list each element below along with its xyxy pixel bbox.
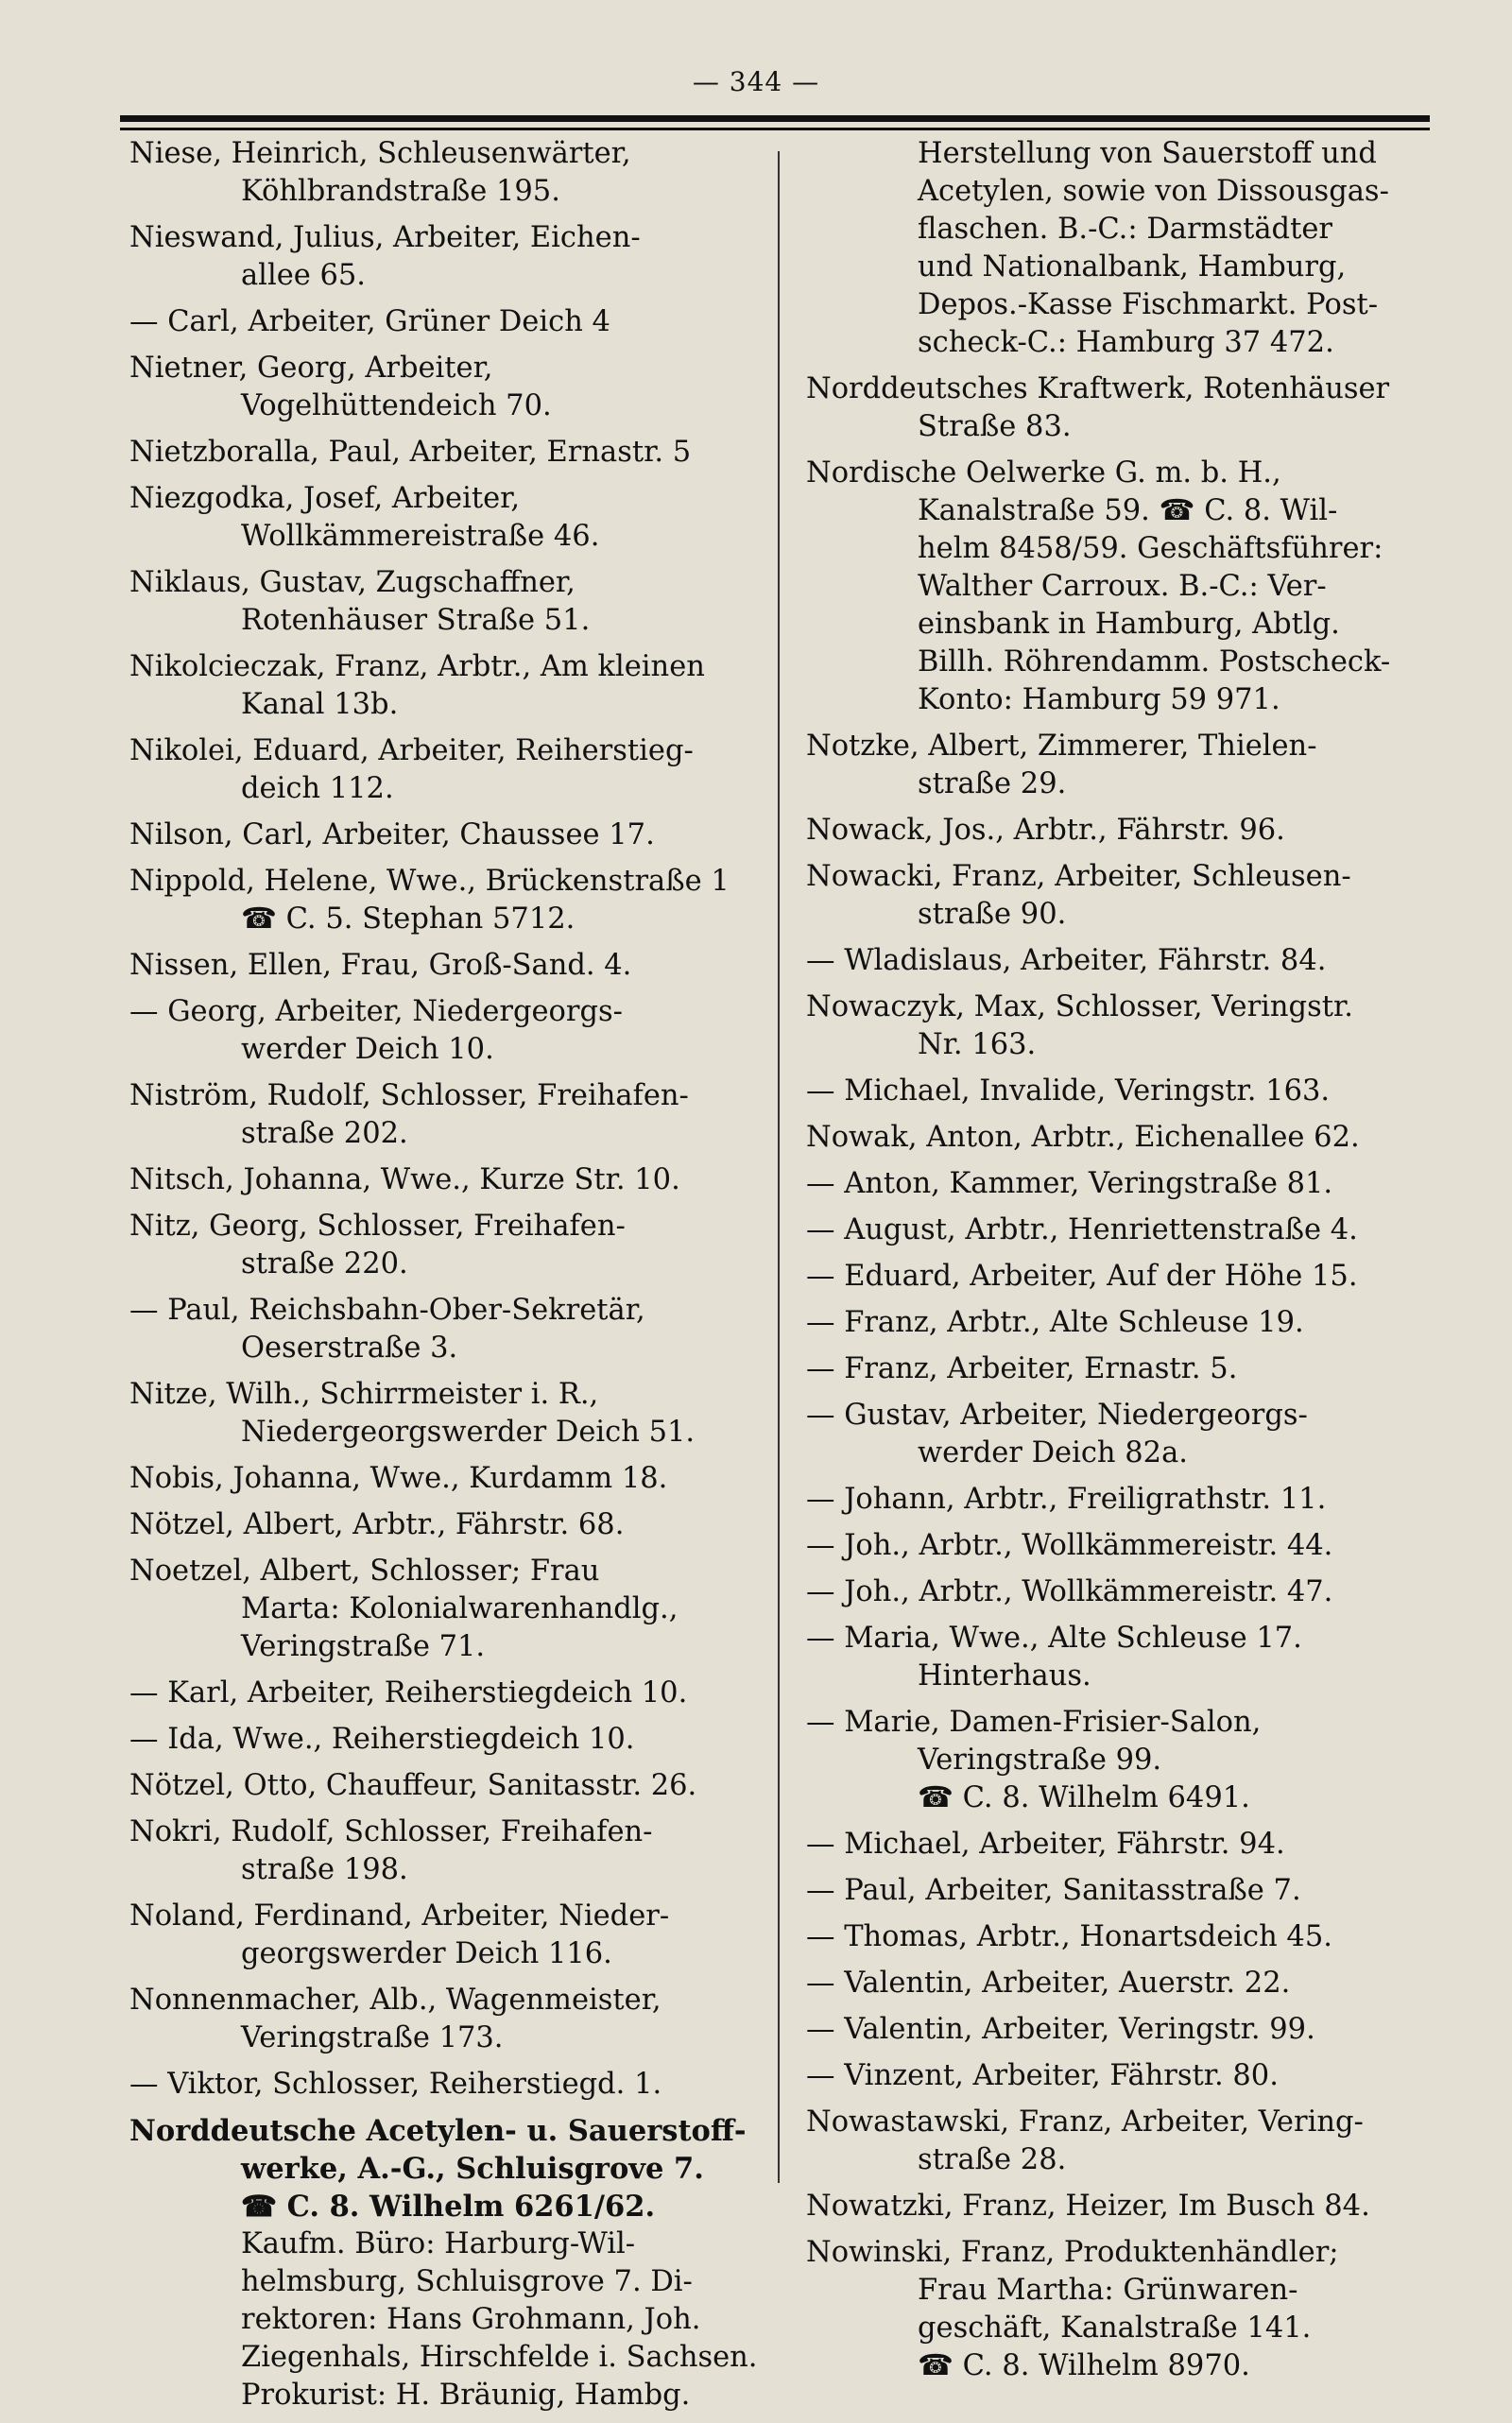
entry-line: — Franz, Arbeiter, Ernastr. 5. (806, 1352, 1238, 1385)
entry-line: Veringstraße 99. (918, 1744, 1162, 1777)
directory-entry (129, 1208, 767, 1283)
header-rule-thin (120, 128, 1430, 130)
entry-line: rektoren: Hans Grohmann, Joh. (241, 2303, 701, 2336)
entry-line: — Ida, Wwe., Reiherstiegdeich 10. (129, 1723, 635, 1756)
directory-entry (806, 812, 1430, 850)
entry-line: werder Deich 10. (241, 1033, 494, 1066)
entry-line: Nokri, Rudolf, Schlosser, Freihafen- (129, 1815, 653, 1848)
directory-entry (806, 1073, 1430, 1110)
entry-line: Nilson, Carl, Arbeiter, Chaussee 17. (129, 818, 655, 851)
entry-line: Nobis, Johanna, Wwe., Kurdamm 18. (129, 1462, 668, 1495)
entry-line: Nitze, Wilh., Schirrmeister i. R., (129, 1378, 599, 1411)
entry-line: — Wladislaus, Arbeiter, Fährstr. 84. (806, 944, 1327, 977)
directory-entry (806, 1165, 1430, 1203)
directory-entry (806, 2188, 1430, 2225)
entry-line: Nitz, Georg, Schlosser, Freihafen- (129, 1210, 626, 1243)
entry-line: — Viktor, Schlosser, Reiherstiegd. 1. (129, 2068, 662, 2101)
directory-entry (806, 1258, 1430, 1296)
entry-line: Frau Martha: Grünwaren- (918, 2274, 1298, 2307)
entry-line: Marta: Kolonialwarenhandlg., (241, 1592, 679, 1625)
directory-entry (129, 1767, 767, 1805)
column-divider (778, 151, 780, 2183)
directory-entry (806, 1872, 1430, 1910)
entry-line: Niklaus, Gustav, Zugschaffner, (129, 566, 576, 599)
entry-line: — Gustav, Arbeiter, Niedergeorgs- (806, 1399, 1308, 1432)
directory-entry (129, 1161, 767, 1199)
directory-entry (806, 1212, 1430, 1249)
entry-line: Nr. 163. (918, 1028, 1037, 1061)
entry-line: Niström, Rudolf, Schlosser, Freihafen- (129, 1079, 689, 1112)
entry-line: Nowak, Anton, Arbtr., Eichenallee 62. (806, 1121, 1360, 1154)
entry-line: — August, Arbtr., Henriettenstraße 4. (806, 1213, 1358, 1246)
entry-line: Konto: Hamburg 59 971. (918, 683, 1280, 716)
entry-line: helm 8458/59. Geschäftsführer: (918, 532, 1383, 565)
directory-entry (806, 1826, 1430, 1864)
directory-entry (129, 1982, 767, 2057)
entry-line: Herstellung von Sauerstoff und (918, 137, 1377, 170)
directory-entry (129, 863, 767, 938)
entry-line: Nietzboralla, Paul, Arbeiter, Ernastr. 5 (129, 436, 692, 469)
entry-line: straße 202. (241, 1117, 408, 1150)
directory-entry (806, 2057, 1430, 2095)
directory-entry (806, 1397, 1430, 1472)
entry-line: Walther Carroux. B.-C.: Ver- (918, 570, 1327, 603)
entry-line: werder Deich 82a. (918, 1436, 1188, 1469)
entry-line: Niese, Heinrich, Schleusenwärter, (129, 137, 631, 170)
entry-line: — Paul, Arbeiter, Sanitasstraße 7. (806, 1874, 1301, 1907)
entry-line: — Valentin, Arbeiter, Auerstr. 22. (806, 1967, 1291, 2000)
entry-line: Norddeutsche Acetylen- u. Sauerstoff- (129, 2114, 747, 2148)
directory-entry (129, 1077, 767, 1153)
entry-line: Kanal 13b. (241, 688, 399, 721)
entry-line: Notzke, Albert, Zimmerer, Thielen- (806, 730, 1317, 763)
entry-line: ☎ C. 8. Wilhelm 8970. (918, 2349, 1250, 2382)
directory-entry (806, 2011, 1430, 2049)
directory-entry (806, 942, 1430, 980)
entry-line: Kanalstraße 59. ☎ C. 8. Wil- (918, 494, 1338, 527)
entry-line: Nissen, Ellen, Frau, Groß-Sand. 4. (129, 949, 632, 982)
page-number: — 344 — (692, 66, 820, 97)
directory-entry (129, 1675, 767, 1712)
entry-line: Hinterhaus. (918, 1659, 1091, 1693)
entry-line: Acetylen, sowie von Dissousgas- (918, 175, 1389, 208)
directory-entry (806, 1965, 1430, 2002)
left-column (129, 135, 767, 2423)
entry-line: Nowinski, Franz, Produktenhändler; (806, 2236, 1339, 2269)
directory-entry (806, 1573, 1430, 1611)
entry-line: — Maria, Wwe., Alte Schleuse 17. (806, 1622, 1302, 1655)
entry-line: Nikolcieczak, Franz, Arbtr., Am kleinen (129, 650, 705, 683)
directory-entry (129, 947, 767, 985)
entry-line: Nowack, Jos., Arbtr., Fährstr. 96. (806, 814, 1285, 847)
entry-line: — Carl, Arbeiter, Grüner Deich 4 (129, 305, 610, 338)
entry-line: Nikolei, Eduard, Arbeiter, Reiherstieg- (129, 734, 694, 767)
entry-line: Nötzel, Albert, Arbtr., Fährstr. 68. (129, 1508, 625, 1541)
directory-entry (129, 2066, 767, 2104)
entry-line: Nordische Oelwerke G. m. b. H., (806, 456, 1281, 490)
entry-line: georgswerder Deich 116. (241, 1937, 612, 1970)
entry-line: — Marie, Damen-Frisier-Salon, (806, 1706, 1262, 1739)
directory-entry (806, 988, 1430, 1064)
entry-line: Nowacki, Franz, Arbeiter, Schleusen- (806, 860, 1351, 893)
entry-line: Nieswand, Julius, Arbeiter, Eichen- (129, 221, 641, 254)
entry-line: — Valentin, Arbeiter, Veringstr. 99. (806, 2013, 1315, 2046)
directory-entry (129, 2112, 767, 2414)
entry-line: allee 65. (241, 259, 366, 292)
entry-line: Prokurist: H. Bräunig, Hambg. (241, 2379, 691, 2412)
entry-line: Kaufm. Büro: Harburg-Wil- (241, 2227, 636, 2260)
entry-line: Nowaczyk, Max, Schlosser, Veringstr. (806, 990, 1353, 1023)
entry-line: straße 29. (918, 767, 1067, 800)
entry-line: ☎ C. 5. Stephan 5712. (241, 902, 576, 936)
entry-line: Nowastawski, Franz, Arbeiter, Vering- (806, 2105, 1364, 2139)
entry-line: Vogelhüttendeich 70. (241, 389, 552, 422)
entry-line: Oeserstraße 3. (241, 1332, 458, 1365)
entry-line: — Michael, Arbeiter, Fährstr. 94. (806, 1828, 1285, 1861)
directory-entry (129, 1898, 767, 1973)
entry-line: — Paul, Reichsbahn-Ober-Sekretär, (129, 1294, 645, 1327)
entry-line: Noetzel, Albert, Schlosser; Frau (129, 1555, 600, 1588)
entry-line: — Anton, Kammer, Veringstraße 81. (806, 1167, 1333, 1200)
entry-line: Rotenhäuser Straße 51. (241, 604, 591, 637)
directory-entry (129, 993, 767, 1069)
directory-entry (806, 135, 1430, 362)
entry-line: Straße 83. (918, 410, 1072, 443)
entry-line: helmsburg, Schluisgrove 7. Di- (241, 2265, 693, 2298)
entry-line: ☎ C. 8. Wilhelm 6491. (918, 1781, 1250, 1814)
entry-line: straße 28. (918, 2143, 1067, 2176)
entry-line: Norddeutsches Kraftwerk, Rotenhäuser (806, 372, 1390, 405)
directory-entry (806, 2234, 1430, 2385)
entry-line: Noland, Ferdinand, Arbeiter, Nieder- (129, 1899, 670, 1933)
entry-line: Köhlbrandstraße 195. (241, 175, 560, 208)
directory-entry (129, 434, 767, 472)
entry-line: — Michael, Invalide, Veringstr. 163. (806, 1074, 1331, 1108)
directory-entry (129, 219, 767, 295)
directory-entry (129, 816, 767, 854)
entry-line: Niezgodka, Josef, Arbeiter, (129, 482, 521, 515)
entry-line: — Karl, Arbeiter, Reiherstiegdeich 10. (129, 1676, 688, 1710)
entry-line: — Joh., Arbtr., Wollkämmereistr. 44. (806, 1529, 1333, 1562)
directory-entry (129, 1813, 767, 1889)
entry-line: Veringstraße 173. (241, 2021, 504, 2054)
directory-entry (129, 564, 767, 640)
entry-line: — Johann, Arbtr., Freiligrathstr. 11. (806, 1483, 1327, 1516)
entry-line: Niedergeorgswerder Deich 51. (241, 1416, 696, 1449)
entry-line: Nippold, Helene, Wwe., Brückenstraße 1 (129, 865, 730, 898)
entry-line: Depos.-Kasse Fischmarkt. Post- (918, 288, 1379, 321)
entry-line: Wollkämmereistraße 46. (241, 520, 600, 553)
directory-entry (806, 1704, 1430, 1817)
directory-entry (129, 1292, 767, 1367)
entry-line: Billh. Röhrendamm. Postscheck- (918, 645, 1391, 679)
directory-entry (806, 1350, 1430, 1388)
directory-entry (806, 2104, 1430, 2179)
entry-line: ☎ C. 8. Wilhelm 6261/62. (241, 2190, 656, 2224)
entry-line: — Franz, Arbtr., Alte Schleuse 19. (806, 1306, 1304, 1339)
entry-line: straße 198. (241, 1853, 408, 1886)
entry-line: Nonnenmacher, Alb., Wagenmeister, (129, 1984, 662, 2017)
directory-entry (129, 1553, 767, 1666)
directory-entry (129, 480, 767, 556)
entry-line: — Georg, Arbeiter, Niedergeorgs- (129, 995, 623, 1028)
directory-entry (129, 1460, 767, 1498)
entry-line: Nowatzki, Franz, Heizer, Im Busch 84. (806, 2190, 1370, 2223)
directory-entry (806, 1918, 1430, 1956)
directory-entry (806, 1304, 1430, 1342)
entry-line: straße 90. (918, 898, 1067, 931)
directory-entry (129, 1506, 767, 1544)
entry-line: und Nationalbank, Hamburg, (918, 250, 1347, 284)
entry-line: Nitsch, Johanna, Wwe., Kurze Str. 10. (129, 1163, 680, 1196)
header-rule-thick (120, 115, 1430, 122)
directory-entry (129, 732, 767, 808)
directory-entry (806, 858, 1430, 934)
directory-entry (806, 370, 1430, 446)
right-column (806, 135, 1430, 2394)
directory-entry (129, 135, 767, 211)
directory-entry (806, 1119, 1430, 1157)
entry-line: — Thomas, Arbtr., Honartsdeich 45. (806, 1920, 1332, 1953)
entry-line: Nötzel, Otto, Chauffeur, Sanitasstr. 26. (129, 1769, 697, 1802)
directory-entry (806, 1620, 1430, 1695)
entry-line: Nietner, Georg, Arbeiter, (129, 352, 493, 385)
entry-line: deich 112. (241, 772, 394, 805)
directory-entry (129, 1721, 767, 1759)
entry-line: — Joh., Arbtr., Wollkämmereistr. 47. (806, 1575, 1333, 1608)
entry-line: — Eduard, Arbeiter, Auf der Höhe 15. (806, 1260, 1358, 1293)
entry-line: geschäft, Kanalstraße 141. (918, 2311, 1312, 2345)
directory-entry (806, 1527, 1430, 1565)
directory-entry (806, 1481, 1430, 1519)
directory-entry (806, 455, 1430, 719)
entry-line: werke, A.-G., Schluisgrove 7. (241, 2152, 704, 2186)
directory-entry (129, 648, 767, 724)
directory-entry (129, 350, 767, 425)
entry-line: einsbank in Hamburg, Abtlg. (918, 608, 1340, 641)
entry-line: scheck-C.: Hamburg 37 472. (918, 326, 1334, 359)
directory-entry (129, 1376, 767, 1452)
entry-line: Veringstraße 71. (241, 1630, 486, 1663)
entry-line: — Vinzent, Arbeiter, Fährstr. 80. (806, 2059, 1279, 2092)
directory-entry (806, 728, 1430, 803)
entry-line: flaschen. B.-C.: Darmstädter (918, 213, 1332, 246)
entry-line: Ziegenhals, Hirschfelde i. Sachsen. (241, 2341, 758, 2374)
entry-line: straße 220. (241, 1247, 408, 1280)
directory-entry (129, 303, 767, 341)
